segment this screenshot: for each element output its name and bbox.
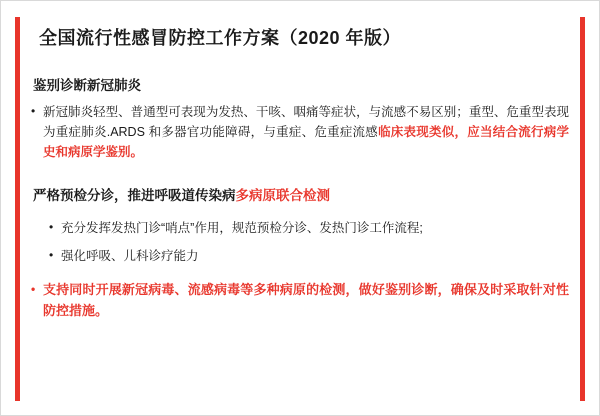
section-heading-highlight: 多病原联合检测 (235, 188, 330, 204)
section-heading (31, 76, 569, 96)
list-item-text: 强化呼吸、儿科诊疗能力 (61, 248, 199, 263)
list-item-text-plain: 新冠肺炎轻型、普通型可表现为发热、干咳、咽痛等症状，与流感不易区别；重型、危重型表现为重症肺炎.ARDS 和多器官功能障碍，与重症、危重症流感 (43, 104, 569, 139)
slide-content (31, 17, 569, 324)
title-block (31, 27, 569, 50)
list-item (31, 246, 569, 266)
bullet-marker-icon: • (49, 219, 54, 234)
page-title: 全国流行性感冒防控工作方案（2020 年版） (39, 28, 402, 48)
bullet-marker-icon: • (31, 282, 36, 297)
section-heading (31, 186, 569, 206)
list-item-text: 支持同时开展新冠病毒、流感病毒等多种病原的检测，做好鉴别诊断，确保及时采取针对性防控措施。 (43, 282, 569, 318)
bullet-marker-icon: • (49, 247, 54, 262)
list-item (31, 280, 569, 322)
right-accent-bar (580, 17, 585, 401)
list-item (31, 218, 569, 238)
section-triage (31, 186, 569, 321)
section-heading-text: 鉴别诊断新冠肺炎 (33, 78, 141, 94)
section-diagnosis (31, 76, 569, 162)
section-heading-text: 严格预检分诊，推进呼吸道传染病 (33, 188, 236, 204)
list-item-text: 充分发挥发热门诊“哨点”作用，规范预检分诊、发热门诊工作流程; (61, 220, 423, 235)
bullet-marker-icon: • (31, 103, 36, 118)
list-item (31, 102, 569, 163)
list-item-text-highlight: 临床表现类似，应当结合流行病学史和病原学鉴别。 (43, 124, 569, 160)
left-accent-bar (15, 17, 20, 401)
list-item-text (43, 102, 569, 163)
